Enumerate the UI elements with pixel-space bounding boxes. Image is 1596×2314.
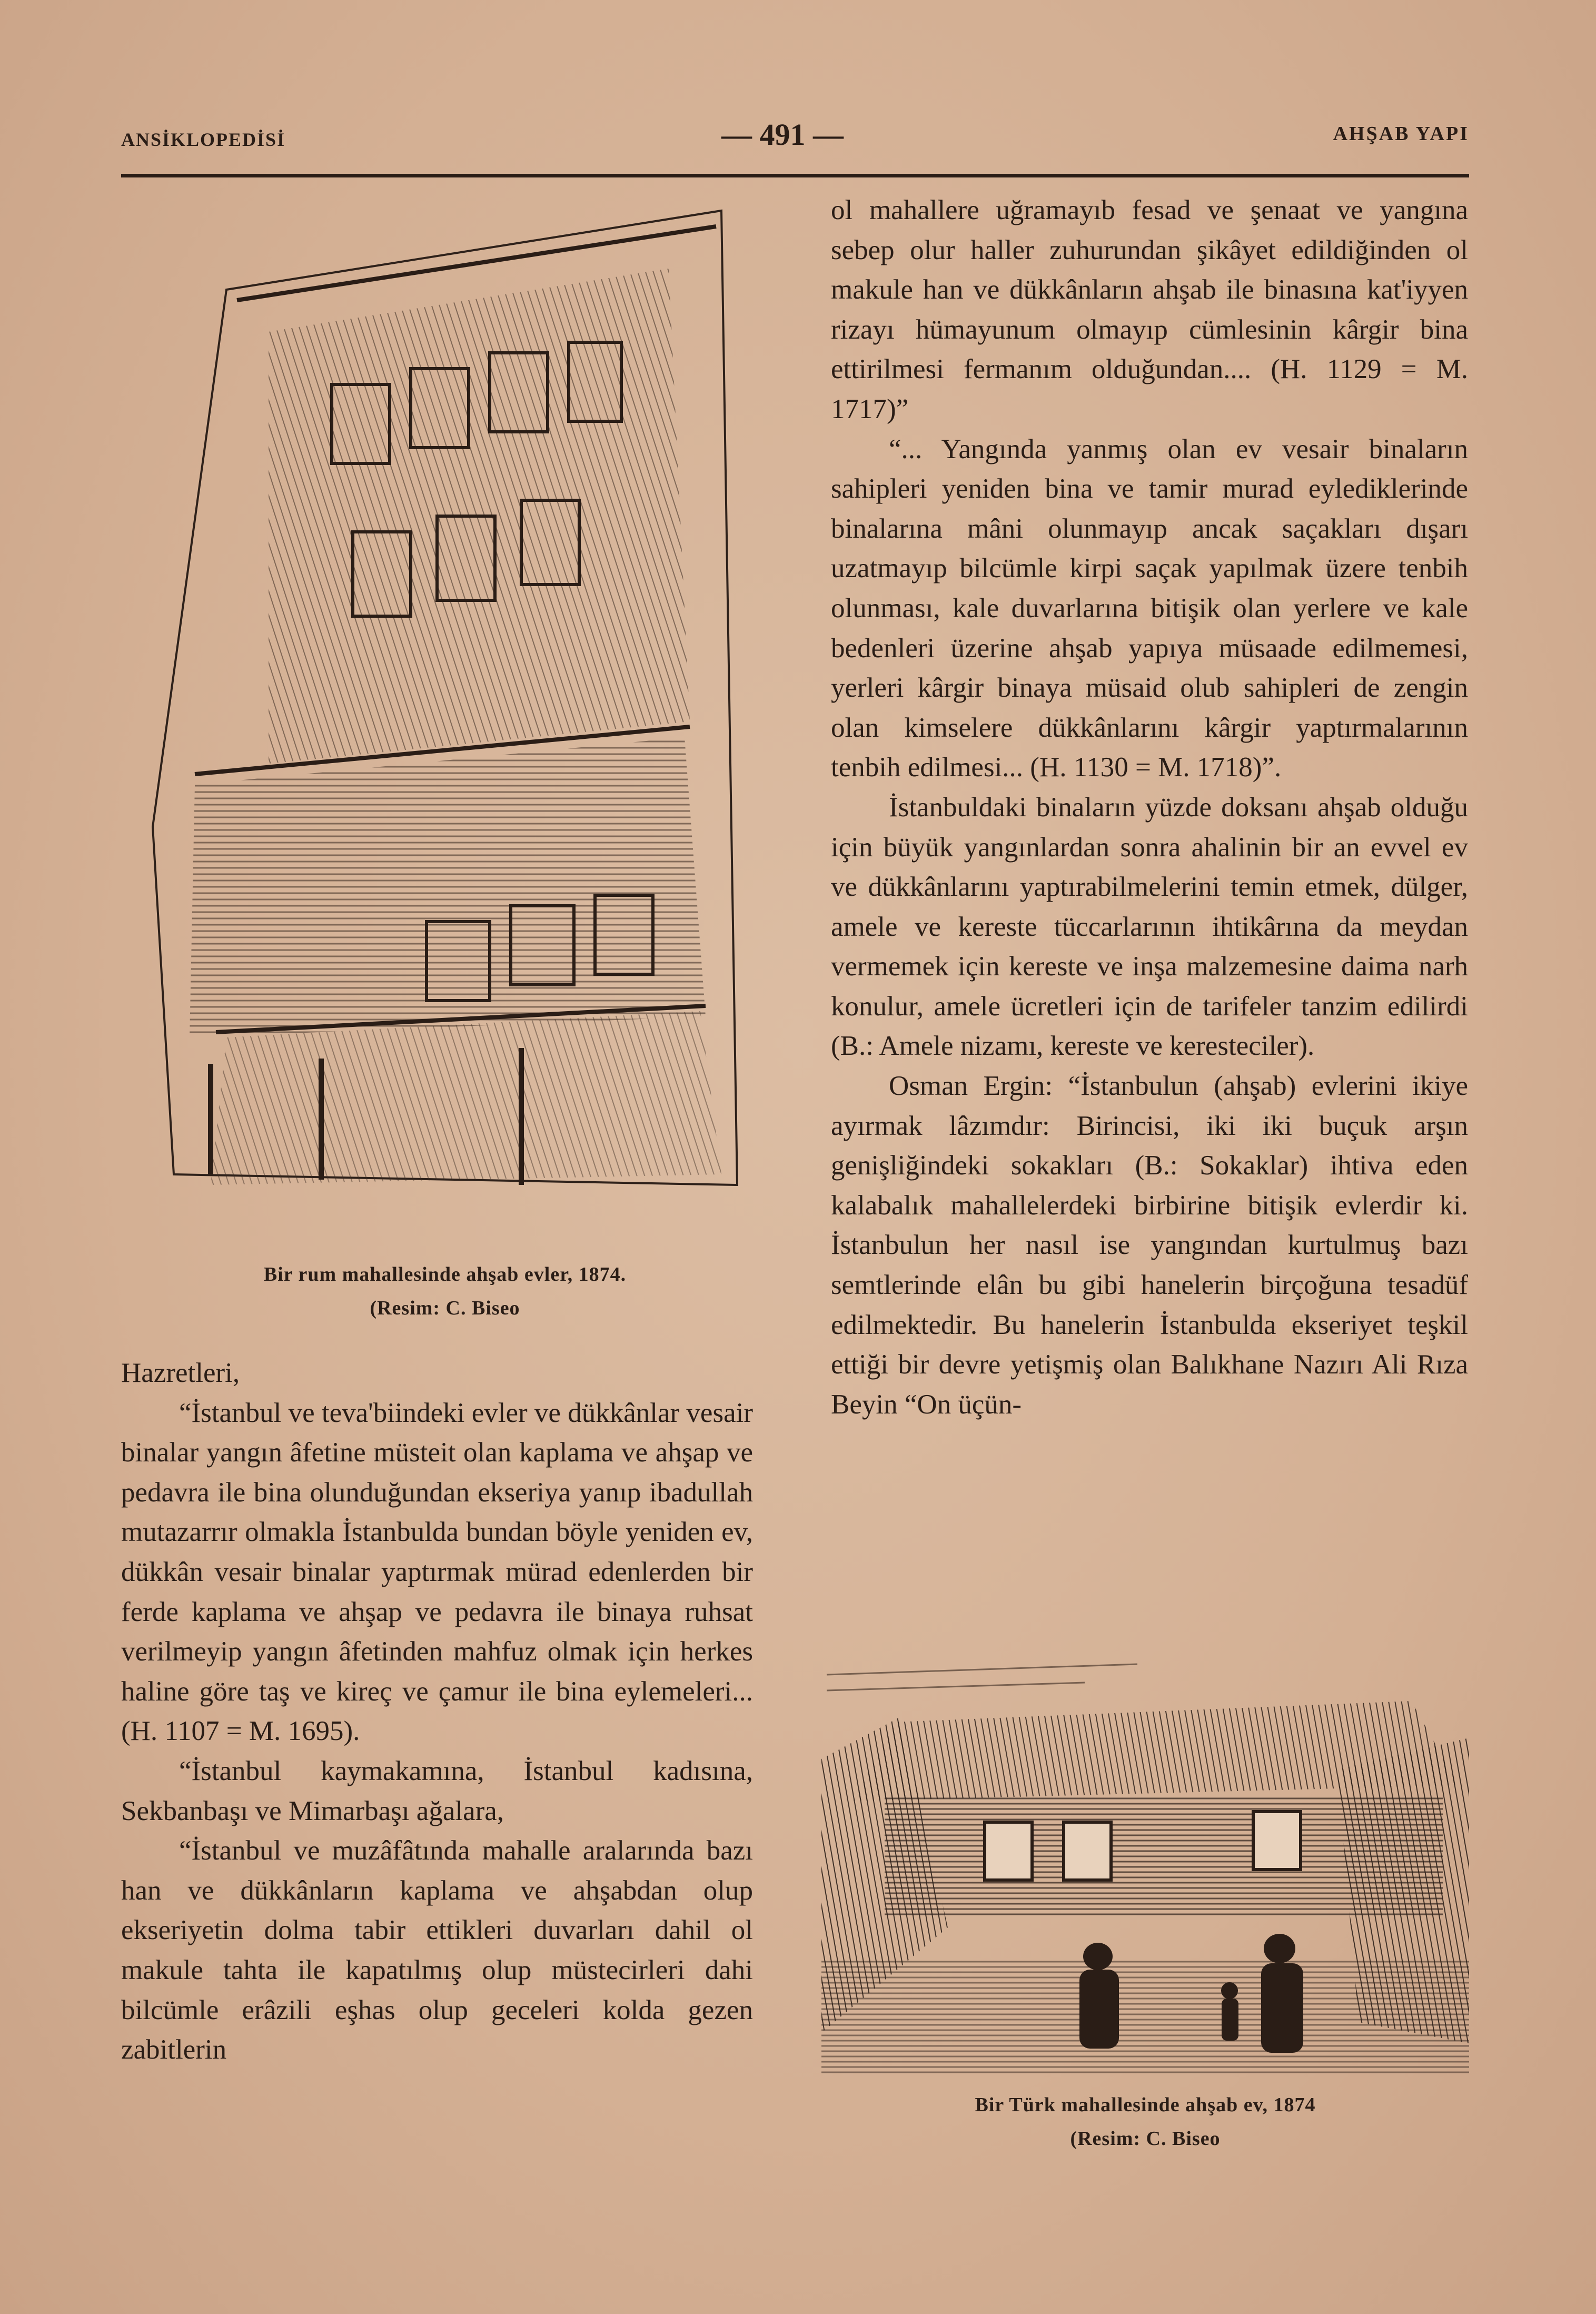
paragraph: “İstanbul kaymakamına, İstanbul kadısına, Sekbanbaşı ve Mimarbaşı ağalara, (121, 1755, 753, 1826)
page-header (121, 117, 1469, 180)
paragraph: Hazretleri, (121, 1358, 240, 1388)
header-right: AHŞAB YAPI (1333, 123, 1469, 145)
figure-top-caption (132, 1258, 758, 1325)
right-column (831, 191, 1468, 1425)
figure-bottom-caption-line1: Bir Türk mahallesinde ahşab ev, 1874 (975, 2094, 1316, 2116)
paragraph: ol mahallere uğramayıb fesad ve şenaat ve yangına sebep olur haller zuhurundan şikâyet edildiğinden ol makule han ve dükkânların ahşab ile binasına kat'iyyen rizayı hümayunum olmayıp cümlesinin kârgir bina ettirilmesi fermanım olduğundan.... (H. 1129 = M. 1717)” (831, 195, 1468, 424)
paragraph: “İstanbul ve muzâfâtında mahalle aralarında bazı han ve dükkânların kaplama ve ahşabdan olup ekseriyetin dolma tabir ettikleri duvarları dahil ol makule tahta ile kapatılmış olup müstecirleri dahi bilcümle erâzili eşhas olup geceleri kolda gezen zabitlerin (121, 1835, 753, 2065)
page-number: — 491 — (721, 117, 844, 152)
left-column (121, 1353, 753, 2070)
header-rule (121, 174, 1469, 177)
header-left: ANSİKLOPEDİSİ (121, 129, 286, 150)
engraving-turkish-house-icon (821, 1654, 1469, 2075)
paragraph: “İstanbul ve teva'biindeki evler ve dükkânlar vesair binalar yangın âfetine müsteit olan kaplama ve ahşap ve pedavra ile bina olunduğundan ekseriya yanıp ibadullah mutazarrır olmakla İstanbulda bundan böyle yeniden ev, dükkân vesair binalar yaptırmak mürad edenlerden bir ferde kaplama ve ahşap ve pedavra ile binaya ruhsat verilmeyip yangın âfetinden mahfuz olmak için herkes haline göre taş ve kireç ve çamur ile bina eylemeleri... (H. 1107 = M. 1695). (121, 1397, 753, 1747)
figure-bottom-caption-line2: (Resim: C. Biseo (1070, 2128, 1221, 2150)
figure-top (132, 195, 758, 1243)
figure-bottom (821, 1654, 1469, 2075)
figure-bottom-caption (821, 2088, 1469, 2155)
paragraph: İstanbuldaki binaların yüzde doksanı ahşab olduğu için büyük yangınlardan sonra ahalinin bir an evvel ev ve dükkânlarını yaptırabilmelerini temin etmek, dülger, amele ve kereste tüccarlarının ihtikârına da meydan vermemek için kereste ve inşa malzemesine daima narh konulur, amele ücretleri için de tarifeler tanzim edilirdi (B.: Amele nizamı, kereste ve keresteciler). (831, 792, 1468, 1062)
paragraph: “... Yangında yanmış olan ev vesair binaların sahipleri yeniden bina ve tamir murad eylediklerinde binalarına mâni olunmayıp ancak saçakları dışarı uzatmayıp bilcümle kirpi saçak yapılmak üzere tenbih olunması, kale duvarlarına bitişik olan yerlere ve kale bedenleri üzerine ahşab yapıya müsaade edilmemesi, yerleri kârgir binaya müsaid olub sahipleri de zengin olan kimselere dükkânlarını kârgir yaptırmalarının tenbih edilmesi... (H. 1130 = M. 1718)”. (831, 433, 1468, 783)
engraving-wooden-houses-icon (132, 195, 758, 1243)
figure-top-caption-line1: Bir rum mahallesinde ahşab evler, 1874. (263, 1263, 627, 1285)
paragraph: Osman Ergin: “İstanbulun (ahşab) evlerini ikiye ayırmak lâzımdır: Birincisi, iki iki buçuk arşın genişliğindeki sokakları (B.: Sokaklar) ihtiva eden kalabalık mahallelerdeki birbirine bitişik evlerdir ki. İstanbulun her nasıl ise yangından kurtulmuş bazı semtlerinde elân bu gibi hanelerin birçoğuna tesadüf edilmektedir. Bu hanelerin İstanbulda ekseriyet teşkil ettiği bir devre yetişmiş olan Balıkhane Nazırı Ali Rıza Beyin “On üçün- (831, 1071, 1468, 1420)
figure-top-caption-line2: (Resim: C. Biseo (370, 1297, 520, 1319)
